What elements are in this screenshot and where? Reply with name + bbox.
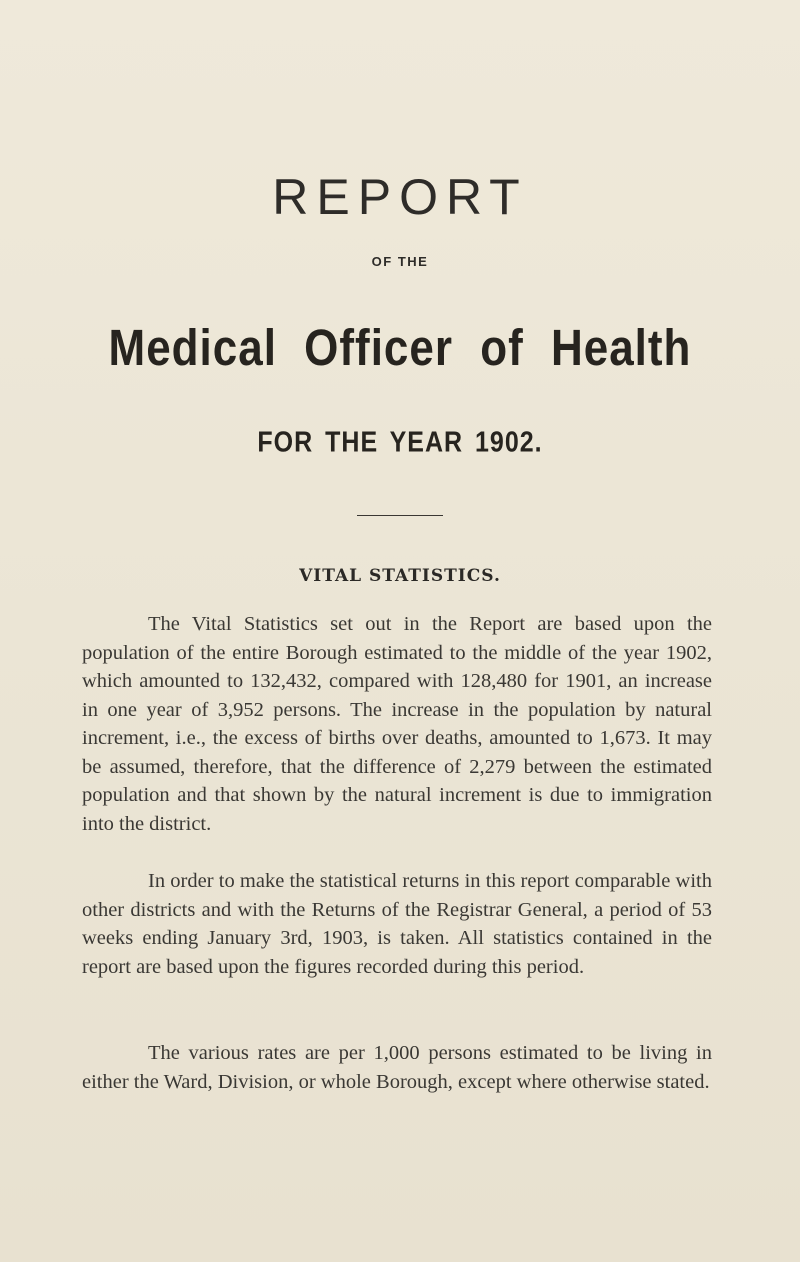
- report-title: REPORT: [272, 169, 528, 225]
- divider-rule: [357, 515, 443, 516]
- year-title: FOR THE YEAR 1902.: [257, 426, 543, 459]
- paragraph-rates: The various rates are per 1,000 persons estimated to be living in either the Ward, Division, or whole Borough, except where otherwise stated.: [82, 1042, 712, 1093]
- paragraph-period: In order to make the statistical returns in this report comparable with other districts and with the Returns of the Registrar General, a period of 53 weeks ending January 3rd, 1903, is taken. All statistics contained in the report are based upon the figures recorded during this period.: [82, 870, 712, 978]
- section-heading: VITAL STATISTICS.: [299, 566, 501, 586]
- paragraph-population: The Vital Statistics set out in the Report are based upon the population of the entire Borough estimated to the middle of the year 1902, which amounted to 132,432, compared with 128,480 for 1901, an increase in one year of 3,952 persons. The increase in the population by natural increment, i.e., the excess of births over deaths, amounted to 1,673. It may be assumed, therefore, that the difference of 2,279 between the estimated population and that shown by the natural increment is due to immigration into the district.: [82, 613, 712, 835]
- of-the-subtitle: OF THE: [371, 254, 429, 269]
- main-title: Medical Officer of Health: [108, 320, 692, 377]
